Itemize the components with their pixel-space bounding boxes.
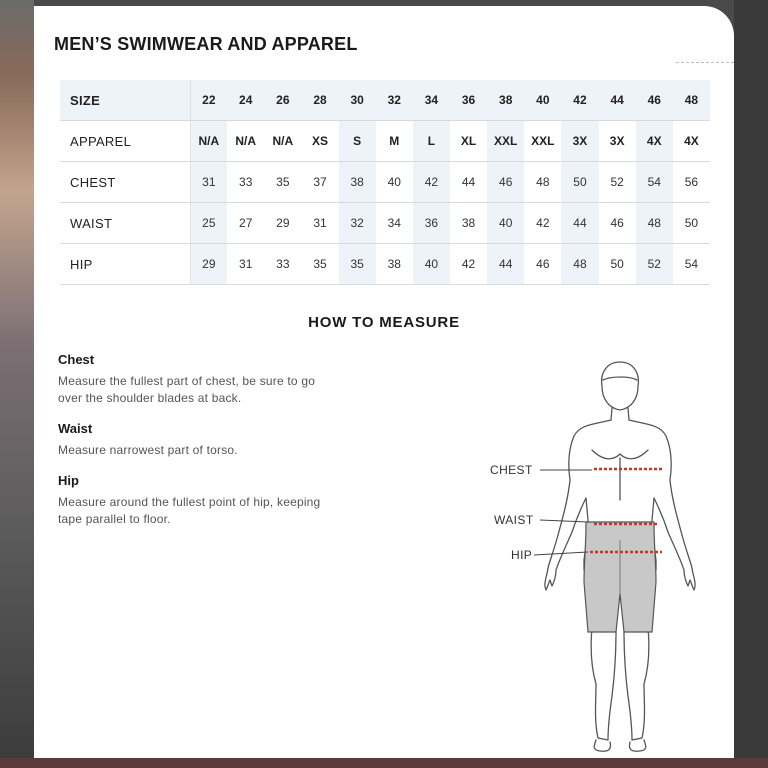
table-cell: 40 — [524, 80, 561, 121]
body-measurement-figure — [436, 350, 706, 758]
table-cell: S — [339, 121, 376, 162]
table-cell: 52 — [599, 162, 636, 203]
table-cell: 34 — [376, 203, 413, 244]
table-cell: 42 — [561, 80, 598, 121]
row-label: HIP — [60, 244, 190, 285]
table-cell: 38 — [376, 244, 413, 285]
table-cell: 3X — [561, 121, 598, 162]
head-outline — [602, 362, 639, 410]
backdrop-right — [734, 0, 768, 768]
table-cell: 4X — [636, 121, 673, 162]
row-label: CHEST — [60, 162, 190, 203]
table-row — [60, 80, 710, 121]
table-cell: 54 — [636, 162, 673, 203]
table-cell: XXL — [524, 121, 561, 162]
table-cell: N/A — [264, 121, 301, 162]
left-foot — [594, 740, 610, 751]
table-cell: N/A — [190, 121, 227, 162]
backdrop-bottom — [0, 758, 768, 768]
chest-label: CHEST — [490, 463, 533, 477]
table-cell: 48 — [673, 80, 710, 121]
table-cell: 46 — [599, 203, 636, 244]
table-cell: 28 — [301, 80, 338, 121]
waist-label: WAIST — [494, 513, 534, 527]
how-to-measure-heading: HOW TO MEASURE — [308, 314, 460, 331]
table-cell: 33 — [227, 162, 264, 203]
table-cell: XL — [450, 121, 487, 162]
measure-description: Measure narrowest part of torso. — [58, 443, 238, 457]
backdrop-left — [0, 0, 34, 768]
table-row — [60, 244, 710, 285]
modal-corner — [676, 62, 734, 77]
table-row — [60, 162, 710, 203]
table-cell: 26 — [264, 80, 301, 121]
table-cell: 33 — [264, 244, 301, 285]
table-cell: 4X — [673, 121, 710, 162]
table-cell: 27 — [227, 203, 264, 244]
table-cell: XS — [301, 121, 338, 162]
table-cell: 42 — [524, 203, 561, 244]
hip-label: HIP — [511, 548, 533, 562]
table-cell: 42 — [450, 244, 487, 285]
table-cell: 25 — [190, 203, 227, 244]
table-cell: 31 — [190, 162, 227, 203]
table-row — [60, 203, 710, 244]
waist-pointer — [540, 520, 588, 522]
table-cell: 32 — [339, 203, 376, 244]
hip-pointer — [534, 552, 588, 555]
table-cell: 44 — [599, 80, 636, 121]
table-cell: 50 — [561, 162, 598, 203]
table-cell: 46 — [524, 244, 561, 285]
table-cell: 40 — [487, 203, 524, 244]
measure-name: Hip — [58, 473, 79, 488]
row-label: WAIST — [60, 203, 190, 244]
table-cell: 38 — [339, 162, 376, 203]
swim-cap-band — [603, 377, 637, 380]
table-cell: 24 — [227, 80, 264, 121]
table-cell: 48 — [561, 244, 598, 285]
table-row — [60, 121, 710, 162]
table-cell: 31 — [227, 244, 264, 285]
table-cell: 48 — [524, 162, 561, 203]
table-cell: 36 — [413, 203, 450, 244]
table-cell: 42 — [413, 162, 450, 203]
measure-item-hip — [58, 473, 328, 528]
table-cell: 30 — [339, 80, 376, 121]
measure-item-chest — [58, 352, 328, 407]
measure-description: Measure the fullest part of chest, be sure to go over the shoulder blades at back. — [58, 374, 316, 405]
right-foot — [629, 740, 645, 751]
row-label: SIZE — [60, 80, 190, 121]
table-cell: 40 — [413, 244, 450, 285]
measure-name: Waist — [58, 421, 93, 436]
row-label: APPAREL — [60, 121, 190, 162]
table-cell: 36 — [450, 80, 487, 121]
size-table — [60, 80, 710, 285]
table-cell: 29 — [264, 203, 301, 244]
table-cell: 29 — [190, 244, 227, 285]
table-cell: 22 — [190, 80, 227, 121]
table-cell: 37 — [301, 162, 338, 203]
table-cell: 46 — [636, 80, 673, 121]
table-cell: 3X — [599, 121, 636, 162]
table-cell: 35 — [264, 162, 301, 203]
table-cell: 40 — [376, 162, 413, 203]
table-cell: 38 — [450, 203, 487, 244]
table-cell: XXL — [487, 121, 524, 162]
table-cell: 31 — [301, 203, 338, 244]
table-cell: 38 — [487, 80, 524, 121]
measure-item-waist — [58, 421, 328, 459]
table-cell: 56 — [673, 162, 710, 203]
page-title: MEN’S SWIMWEAR AND APPAREL — [54, 34, 358, 54]
table-cell: 48 — [636, 203, 673, 244]
body-outline-illustration — [436, 350, 706, 758]
size-chart-modal — [34, 6, 734, 758]
left-leg-outline — [591, 628, 616, 740]
table-cell: L — [413, 121, 450, 162]
table-cell: N/A — [227, 121, 264, 162]
table-cell: 50 — [673, 203, 710, 244]
table-cell: 50 — [599, 244, 636, 285]
table-cell: 46 — [487, 162, 524, 203]
table-cell: 44 — [487, 244, 524, 285]
table-cell: 54 — [673, 244, 710, 285]
table-cell: 44 — [450, 162, 487, 203]
table-cell: 35 — [301, 244, 338, 285]
right-leg-outline — [624, 628, 649, 740]
table-cell: 35 — [339, 244, 376, 285]
measure-instructions — [58, 352, 328, 542]
table-cell: M — [376, 121, 413, 162]
measure-description: Measure around the fullest point of hip, keeping tape parallel to floor. — [58, 495, 321, 526]
table-cell: 32 — [376, 80, 413, 121]
measure-name: Chest — [58, 352, 95, 367]
table-cell: 52 — [636, 244, 673, 285]
table-cell: 44 — [561, 203, 598, 244]
table-cell: 34 — [413, 80, 450, 121]
